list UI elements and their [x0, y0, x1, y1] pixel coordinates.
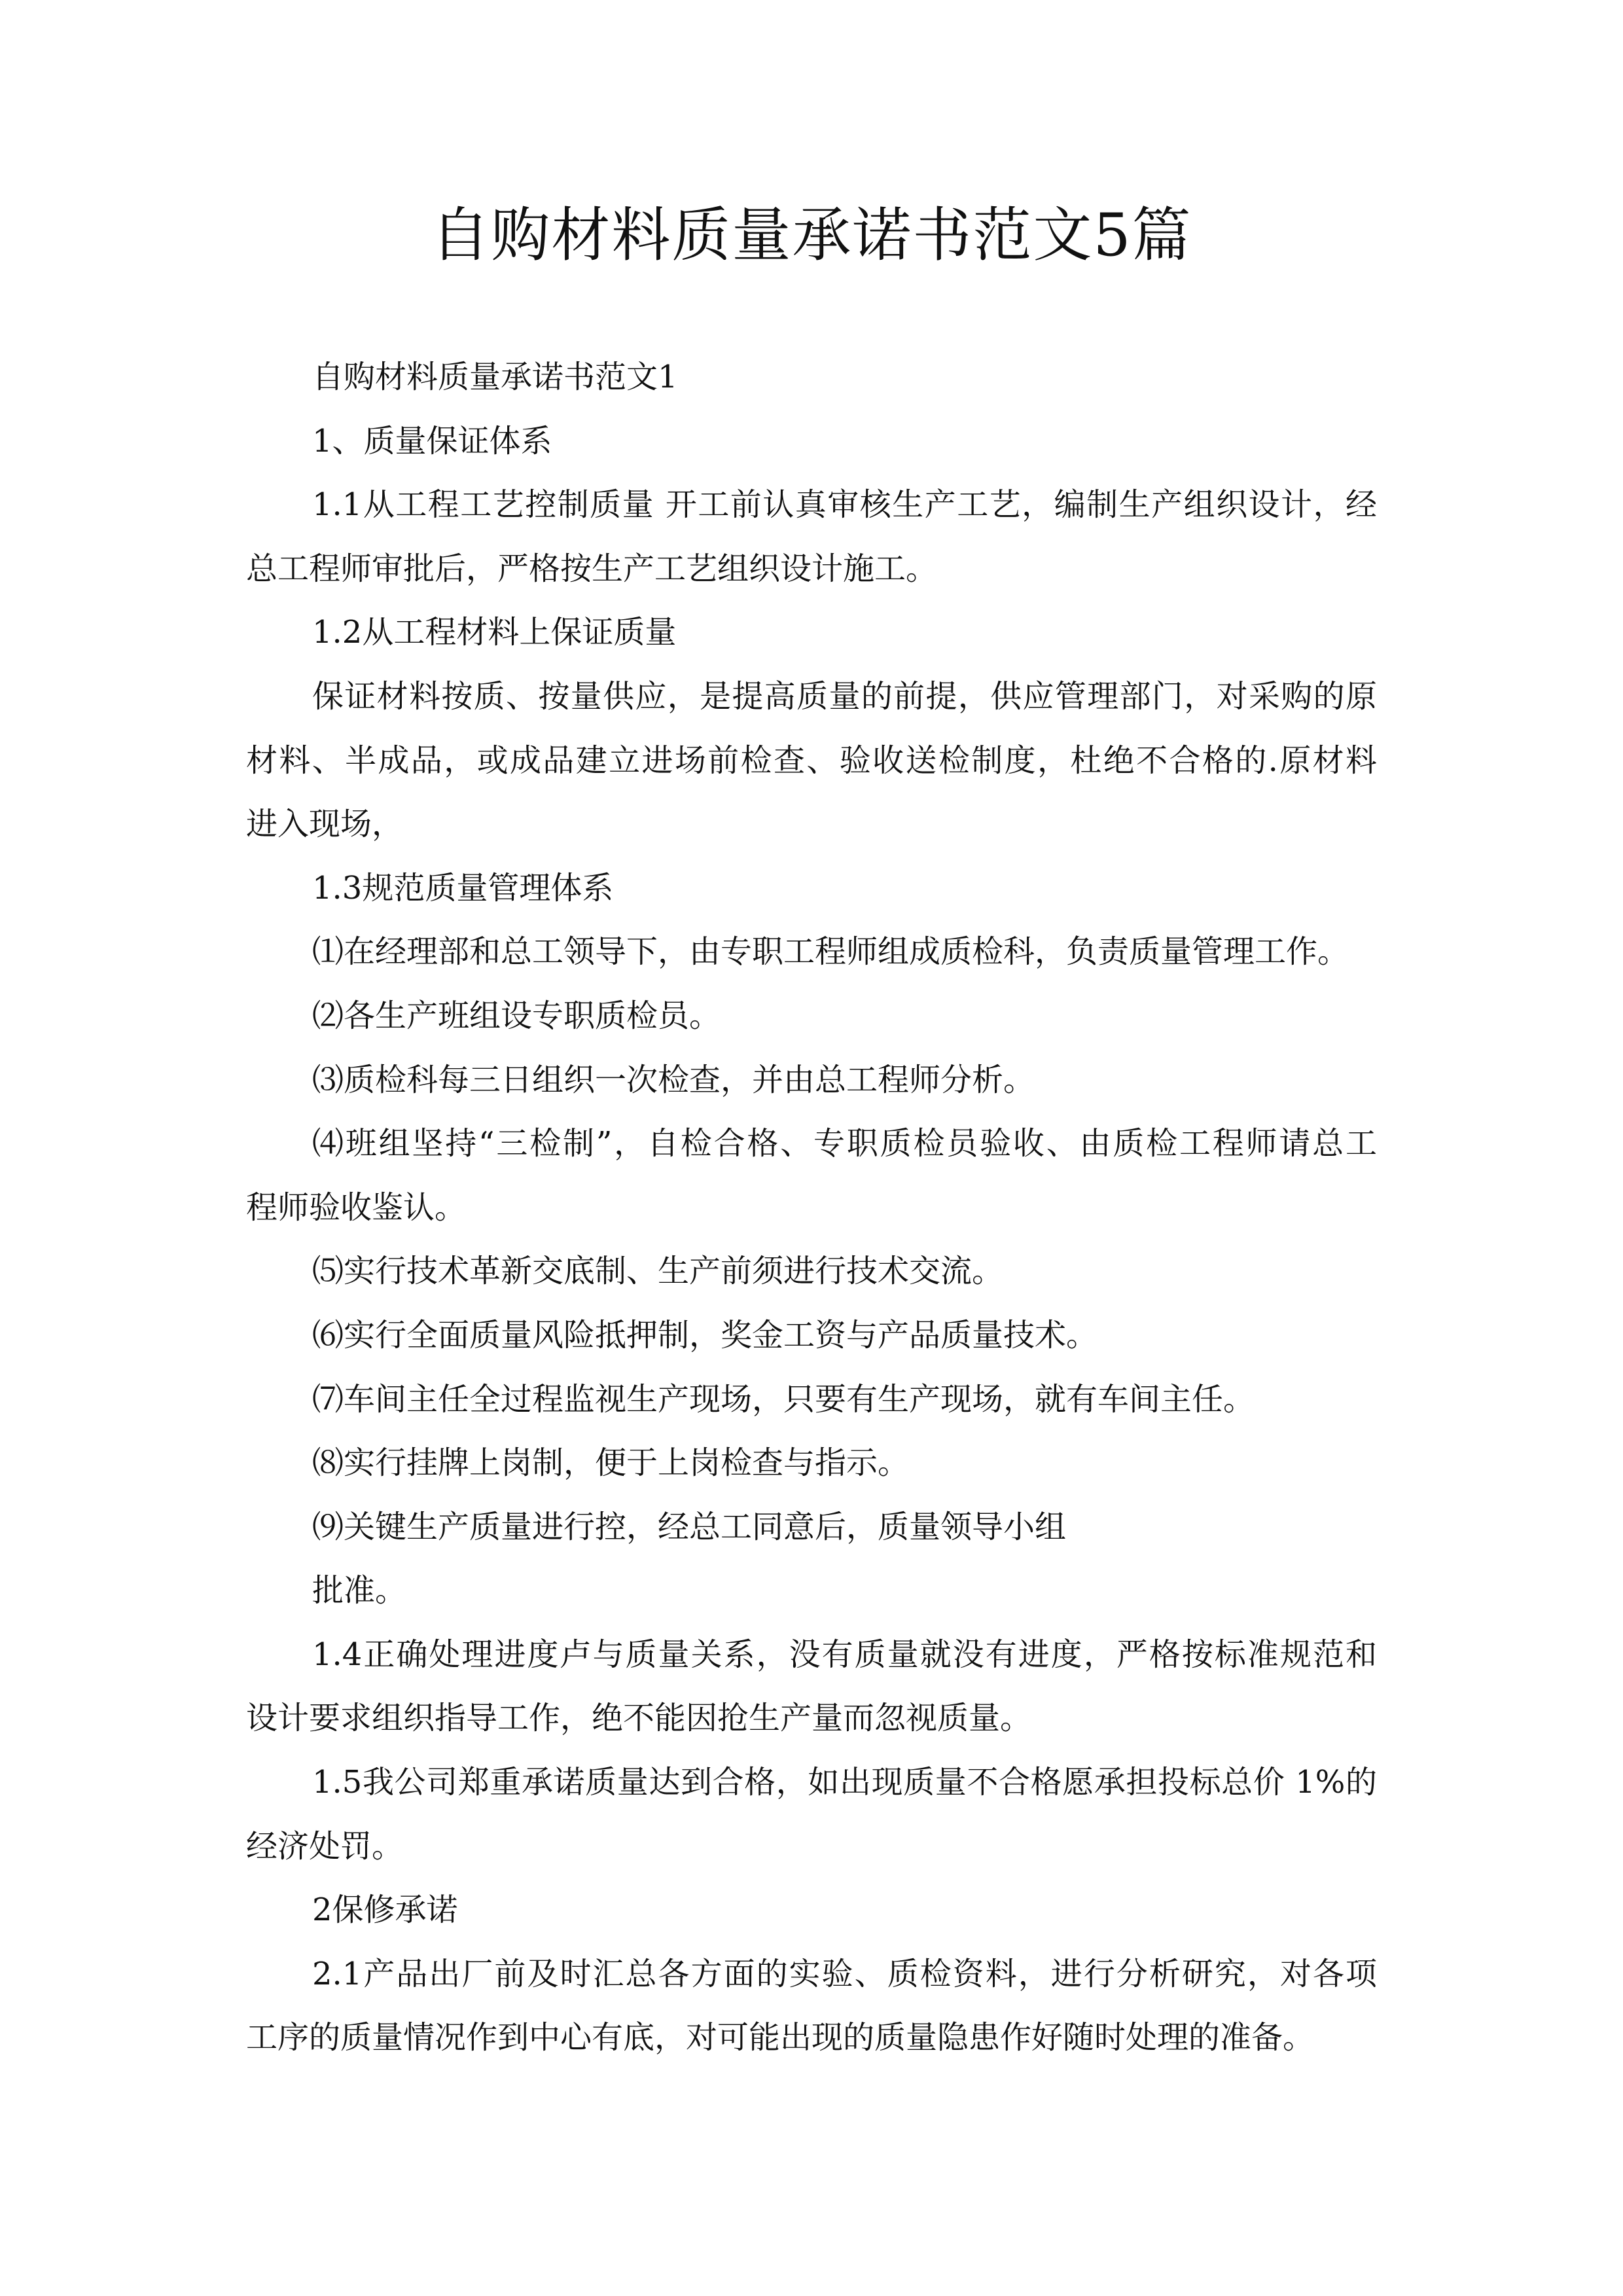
paragraph-line: 1.5我公司郑重承诺质量达到合格，如出现质量不合格愿承担投标总价 1%的: [312, 1764, 1377, 1801]
paragraph-line: 保证材料按质、按量供应，是提高质量的前提，供应管理部门，对采购的原: [312, 677, 1377, 715]
section-heading: 1.2从工程材料上保证质量: [312, 614, 677, 651]
list-item: ⑶质检科每三日组织一次检查，并由总工程师分析。: [312, 1061, 1035, 1098]
paragraph-line: 材料、半成品，或成品建立进场前检查、验收送检制度，杜绝不合格的.原材料: [246, 742, 1377, 779]
section-heading: 1、质量保证体系: [312, 422, 552, 459]
paragraph-line: 设计要求组织指导工作，绝不能因抢生产量而忽视质量。: [246, 1700, 1032, 1737]
paragraph-line: 1.4正确处理进度卢与质量关系，没有质量就没有进度，严格按标准规范和: [312, 1636, 1377, 1673]
paragraph-line: 工序的质量情况作到中心有底，对可能出现的质量隐患作好随时处理的准备。: [246, 2019, 1315, 2056]
paragraph-line: 经济处罚。: [246, 1827, 404, 1865]
document-title: 自购材料质量承诺书范文5篇: [431, 201, 1192, 270]
section-heading: 2保修承诺: [312, 1892, 458, 1929]
list-item: ⑷班组坚持“三检制”，自检合格、专职质检员验收、由质检工程师请总工: [312, 1125, 1377, 1162]
section-heading: 1.3规范质量管理体系: [312, 869, 614, 906]
list-item: ⑴在经理部和总工领导下，由专职工程师组成质检科，负责质量管理工作。: [312, 933, 1349, 971]
list-item-continuation: 批准。: [312, 1572, 407, 1609]
paragraph-line: 进入现场，: [246, 806, 404, 843]
list-item: ⑺车间主任全过程监视生产现场，只要有生产现场，就有车间主任。: [312, 1380, 1255, 1418]
paragraph-line: 2.1产品出厂前及时汇总各方面的实验、质检资料，进行分析研究，对各项: [312, 1955, 1377, 1992]
list-item: ⑹实行全面质量风险抵押制，奖金工资与产品质量技术。: [312, 1316, 1098, 1354]
list-item: ⑸实行技术革新交底制、生产前须进行技术交流。: [312, 1253, 1004, 1290]
document-body: [246, 346, 1377, 2070]
paragraph-line: 1.1从工程工艺控制质量 开工前认真审核生产工艺，编制生产组织设计，经: [312, 486, 1377, 524]
list-item: ⑻实行挂牌上岗制，便于上岗检查与指示。: [312, 1444, 910, 1482]
list-item-continuation: 程师验收鉴认。: [246, 1189, 467, 1226]
list-item: ⑼关键生产质量进行控，经总工同意后，质量领导小组: [312, 1508, 1067, 1545]
list-item: ⑵各生产班组设专职质检员。: [312, 997, 721, 1034]
paragraph-line: 总工程师审批后，严格按生产工艺组织设计施工。: [246, 550, 938, 587]
section-heading: 自购材料质量承诺书范文1: [312, 359, 678, 395]
